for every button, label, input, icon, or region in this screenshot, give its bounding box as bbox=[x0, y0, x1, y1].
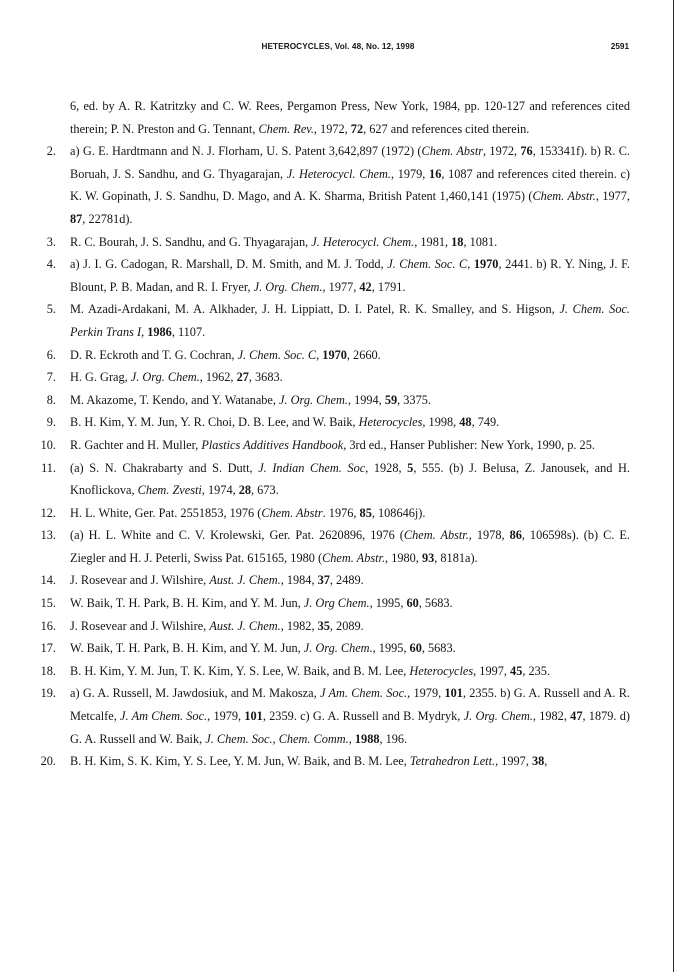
reference-number: 13. bbox=[40, 528, 56, 543]
reference-item bbox=[32, 411, 630, 434]
reference-number: 6. bbox=[46, 347, 56, 362]
reference-text: , bbox=[316, 347, 323, 362]
reference-text: 1978, bbox=[471, 528, 510, 543]
reference-volume: 85 bbox=[359, 505, 372, 520]
reference-text: H. G. Grag, bbox=[70, 370, 131, 385]
reference-volume: 87 bbox=[70, 211, 83, 226]
reference-text: 1997, bbox=[498, 754, 532, 769]
reference-text: M. Azadi-Ardakani, M. A. Alkhader, J. H. Lippiatt, D. I. Patel, R. K. Smalley, and S. Higson, bbox=[70, 302, 560, 317]
reference-volume: 1988 bbox=[354, 731, 380, 746]
reference-text: M. Akazome, T. Kendo, and Y. Watanabe, bbox=[70, 392, 280, 407]
reference-text: , 1979, bbox=[390, 166, 430, 181]
reference-item bbox=[32, 366, 630, 389]
reference-text: , 1107. bbox=[171, 324, 206, 339]
reference-item bbox=[32, 637, 630, 660]
reference-journal-title: Chem. Abstr bbox=[421, 144, 484, 159]
reference-journal-title: J. Indian Chem. Soc bbox=[258, 460, 366, 475]
reference-item bbox=[32, 231, 630, 254]
page-edge-rule bbox=[673, 0, 674, 972]
reference-text: , 1977, bbox=[322, 279, 360, 294]
reference-item bbox=[32, 682, 630, 750]
reference-volume: 93 bbox=[421, 550, 435, 565]
reference-text: R. Gachter and H. Muller, bbox=[70, 437, 202, 452]
reference-number: 8. bbox=[46, 392, 56, 407]
reference-number: 19. bbox=[40, 686, 56, 701]
reference-text: , 1982, bbox=[532, 709, 571, 724]
reference-text: a) G. E. Hardtmann and N. J. Florham, U. S. Patent 3,642,897 (1972) ( bbox=[70, 144, 422, 159]
reference-volume: 45 bbox=[510, 663, 523, 678]
reference-journal-title: Chem. Abstr. bbox=[532, 189, 596, 204]
reference-text: , 1972, bbox=[313, 121, 351, 136]
reference-volume: 60 bbox=[409, 641, 422, 656]
reference-volume: 76 bbox=[520, 144, 533, 159]
reference-text: J. Rosevear and J. Wilshire, bbox=[70, 618, 210, 633]
reference-item bbox=[32, 253, 630, 298]
reference-text: , bbox=[348, 731, 355, 746]
reference-number: 17. bbox=[40, 641, 56, 656]
running-header bbox=[0, 42, 676, 56]
reference-volume: 59 bbox=[384, 392, 398, 407]
reference-journal-title: Aust. J. Chem. bbox=[209, 618, 281, 633]
reference-text: , 1977, bbox=[595, 189, 630, 204]
reference-number: 3. bbox=[46, 234, 56, 249]
reference-number: 18. bbox=[40, 663, 56, 678]
reference-journal-title: Tetrahedron Lett., bbox=[409, 754, 499, 769]
reference-text: , 1981, bbox=[414, 234, 452, 249]
reference-text: W. Baik, T. H. Park, B. H. Kim, and Y. M. Jun, bbox=[70, 641, 304, 656]
reference-text: , 3rd ed., Hanser Publisher: New York, 1990, p. 25. bbox=[343, 437, 595, 452]
reference-volume: 86 bbox=[509, 528, 522, 543]
reference-text: , 1984, bbox=[280, 573, 318, 588]
reference-text: , 1994, bbox=[347, 392, 385, 407]
reference-text: , 1879. d) G. A. Russell and W. Baik, bbox=[70, 709, 630, 746]
reference-journal-title: J. Heterocycl. Chem. bbox=[311, 234, 415, 249]
reference-journal-title: Heterocycles bbox=[358, 415, 423, 430]
reference-volume: 101 bbox=[444, 686, 463, 701]
reference-item bbox=[32, 344, 630, 367]
reference-text: B. H. Kim, Y. M. Jun, Y. R. Choi, D. B. Lee, and W. Baik, bbox=[70, 415, 359, 430]
reference-journal-title: Chem. Abstr., bbox=[322, 550, 389, 565]
reference-journal-title: J. Chem. Soc., Chem. Comm. bbox=[205, 731, 349, 746]
reference-text: , 749. bbox=[471, 415, 500, 430]
reference-text: W. Baik, T. H. Park, B. H. Kim, and Y. M. Jun, bbox=[70, 596, 304, 611]
reference-text: , bbox=[544, 754, 548, 769]
reference-text: , 1998, bbox=[422, 415, 460, 430]
reference-volume: 1970 bbox=[473, 257, 499, 272]
reference-text: (a) H. L. White and C. V. Krolewski, Ger. Pat. 2620896, 1976 ( bbox=[70, 528, 404, 543]
reference-volume: 1986 bbox=[147, 324, 172, 339]
reference-text: , 1962, bbox=[199, 370, 237, 385]
reference-text: , 108646j). bbox=[371, 505, 426, 520]
reference-number: 16. bbox=[40, 618, 56, 633]
reference-text: , 1995, bbox=[372, 641, 410, 656]
reference-text: , 3683. bbox=[248, 370, 283, 385]
reference-journal-title: Plastics Additives Handbook bbox=[201, 437, 344, 452]
reference-volume: 28 bbox=[238, 483, 252, 498]
reference-text: , bbox=[467, 257, 474, 272]
reference-text: , 235. bbox=[522, 663, 551, 678]
reference-text: , 153341f). b) R. C. Boruah, J. S. Sandhu, and G. Thyagarajan, bbox=[70, 144, 630, 181]
reference-volume: 47 bbox=[570, 709, 583, 724]
reference-journal-title: J. Org. Chem. bbox=[279, 392, 348, 407]
reference-item bbox=[32, 389, 630, 412]
reference-text: . 1976, bbox=[322, 505, 360, 520]
reference-text: , 2489. bbox=[329, 573, 364, 588]
reference-item bbox=[32, 298, 630, 343]
reference-text: (a) S. N. Chakrabarty and S. Dutt, bbox=[70, 460, 259, 475]
reference-volume: 42 bbox=[359, 279, 372, 294]
reference-text: , 2089. bbox=[329, 618, 364, 633]
reference-volume: 18 bbox=[451, 234, 464, 249]
reference-volume: 1970 bbox=[322, 347, 347, 362]
reference-text: 6, ed. by A. R. Katritzky and C. W. Rees, Pergamon Press, New York, 1984, pp. 120-127 and references cited therein; P. N. Preston and G. Tennant, bbox=[70, 99, 630, 136]
reference-journal-title: J. Heterocycl. Chem. bbox=[286, 166, 391, 181]
reference-volume: 48 bbox=[459, 415, 472, 430]
reference-journal-title: J. Org Chem. bbox=[303, 596, 370, 611]
reference-number: 14. bbox=[40, 573, 56, 588]
reference-item bbox=[32, 457, 630, 502]
reference-text: , 1081. bbox=[463, 234, 498, 249]
reference-journal-title: J Am. Chem. Soc. bbox=[319, 686, 408, 701]
reference-volume: 37 bbox=[317, 573, 330, 588]
reference-text: J. Rosevear and J. Wilshire, bbox=[70, 573, 210, 588]
reference-journal-title: J. Org. Chem. bbox=[303, 641, 373, 656]
reference-number: 12. bbox=[40, 505, 56, 520]
reference-journal-title: Chem. Rev. bbox=[258, 121, 314, 136]
reference-text: B. H. Kim, Y. M. Jun, T. K. Kim, Y. S. Lee, W. Baik, and B. M. Lee, bbox=[70, 663, 410, 678]
reference-volume: 16 bbox=[429, 166, 442, 181]
reference-text: , 1087 and references cited therein. c) K. W. Gopinath, J. S. Sandhu, D. Mago, and A. K. Sharma, British Patent 1,460,141 (1975) ( bbox=[70, 166, 630, 204]
reference-text: , 2355. b) G. A. Russell and A. R. Metcalfe, bbox=[70, 686, 630, 724]
reference-number: 15. bbox=[40, 596, 56, 611]
reference-item bbox=[32, 592, 630, 615]
reference-item bbox=[32, 434, 630, 457]
reference-volume: 101 bbox=[244, 709, 263, 724]
reference-text: , 1791. bbox=[371, 279, 406, 294]
reference-number: 11. bbox=[41, 460, 56, 475]
reference-text: a) J. I. G. Cadogan, R. Marshall, D. M. Smith, and M. J. Todd, bbox=[70, 257, 388, 272]
reference-text: , bbox=[141, 324, 148, 339]
reference-text: B. H. Kim, S. K. Kim, Y. S. Lee, Y. M. Jun, W. Baik, and B. M. Lee, bbox=[70, 754, 410, 769]
reference-volume: 35 bbox=[317, 618, 330, 633]
reference-text: , 2660. bbox=[346, 347, 381, 362]
reference-text: , 2359. c) G. A. Russell and B. Mydryk, bbox=[262, 709, 464, 724]
reference-number: 10. bbox=[40, 437, 56, 452]
reference-journal-title: Heterocycles bbox=[409, 663, 474, 678]
reference-text: , 22781d). bbox=[82, 211, 133, 226]
reference-text: , 1997, bbox=[473, 663, 511, 678]
reference-text: , 1995, bbox=[369, 596, 407, 611]
reference-text: a) G. A. Russell, M. Jawdosiuk, and M. Makosza, bbox=[70, 686, 320, 701]
reference-text: , 1979, bbox=[207, 709, 245, 724]
reference-text: , 673. bbox=[251, 483, 279, 498]
reference-text: , 106598s). (b) C. E. Ziegler and H. J. Peterli, Swiss Pat. 615165, 1980 ( bbox=[70, 528, 630, 565]
reference-item bbox=[32, 569, 630, 592]
reference-number: 2. bbox=[46, 144, 56, 159]
reference-journal-title: J. Org. Chem. bbox=[463, 709, 533, 724]
reference-item bbox=[32, 524, 630, 569]
reference-journal-title: J. Am Chem. Soc. bbox=[120, 709, 208, 724]
reference-item bbox=[32, 615, 630, 638]
reference-number: 20. bbox=[40, 754, 56, 769]
reference-number: 5. bbox=[46, 302, 56, 317]
reference-item bbox=[32, 502, 630, 525]
reference-text: , 5683. bbox=[418, 596, 453, 611]
reference-journal-title: Chem. Abstr., bbox=[403, 528, 472, 543]
reference-text: , 196. bbox=[379, 731, 408, 746]
reference-text: , 1982, bbox=[280, 618, 318, 633]
reference-text: , 2441. b) R. Y. Ning, J. F. Blount, P. B. Madan, and R. I. Fryer, bbox=[70, 257, 630, 294]
reference-volume: 27 bbox=[236, 370, 249, 385]
page-number: 2591 bbox=[610, 42, 629, 51]
reference-list bbox=[32, 95, 630, 773]
reference-text: , 555. (b) J. Belusa, Z. Janousek, and H. Knoflickova, bbox=[70, 460, 630, 498]
reference-journal-title: J. Org. Chem. bbox=[253, 279, 323, 294]
reference-journal-title: J. Org. Chem. bbox=[130, 370, 200, 385]
reference-text: 1980, bbox=[388, 550, 422, 565]
reference-text: , 1974, bbox=[201, 483, 239, 498]
reference-text: , 5683. bbox=[421, 641, 456, 656]
reference-volume: 38 bbox=[531, 754, 545, 769]
reference-item bbox=[32, 140, 630, 230]
reference-text: R. C. Bourah, J. S. Sandhu, and G. Thyagarajan, bbox=[70, 234, 312, 249]
reference-text: , 1928, bbox=[365, 460, 408, 475]
reference-text: , 3375. bbox=[397, 392, 431, 407]
reference-number: 9. bbox=[46, 415, 56, 430]
journal-citation: HETEROCYCLES, Vol. 48, No. 12, 1998 bbox=[261, 42, 415, 51]
reference-volume: 5 bbox=[407, 460, 414, 475]
reference-number: 4. bbox=[46, 257, 56, 272]
reference-journal-title: Chem. Zvesti bbox=[137, 483, 202, 498]
reference-journal-title: Aust. J. Chem. bbox=[209, 573, 281, 588]
reference-text: D. R. Eckroth and T. G. Cochran, bbox=[70, 347, 238, 362]
reference-item bbox=[32, 95, 630, 140]
reference-journal-title: J. Chem. Soc. C bbox=[387, 257, 468, 272]
reference-volume: 60 bbox=[406, 596, 419, 611]
reference-journal-title: Chem. Abstr bbox=[261, 505, 323, 520]
reference-journal-title: J. Chem. Soc. C bbox=[237, 347, 317, 362]
reference-text: , 8181a). bbox=[434, 550, 478, 565]
reference-item bbox=[32, 750, 630, 773]
reference-item bbox=[32, 660, 630, 683]
reference-volume: 72 bbox=[350, 121, 364, 136]
reference-text: , 627 and references cited therein. bbox=[363, 121, 530, 136]
reference-text: , 1979, bbox=[407, 686, 445, 701]
reference-text: , 1972, bbox=[483, 144, 521, 159]
reference-text: H. L. White, Ger. Pat. 2551853, 1976 ( bbox=[70, 505, 262, 520]
reference-journal-title: J. Chem. Soc. Perkin Trans I bbox=[70, 302, 630, 339]
reference-number: 7. bbox=[46, 370, 56, 385]
